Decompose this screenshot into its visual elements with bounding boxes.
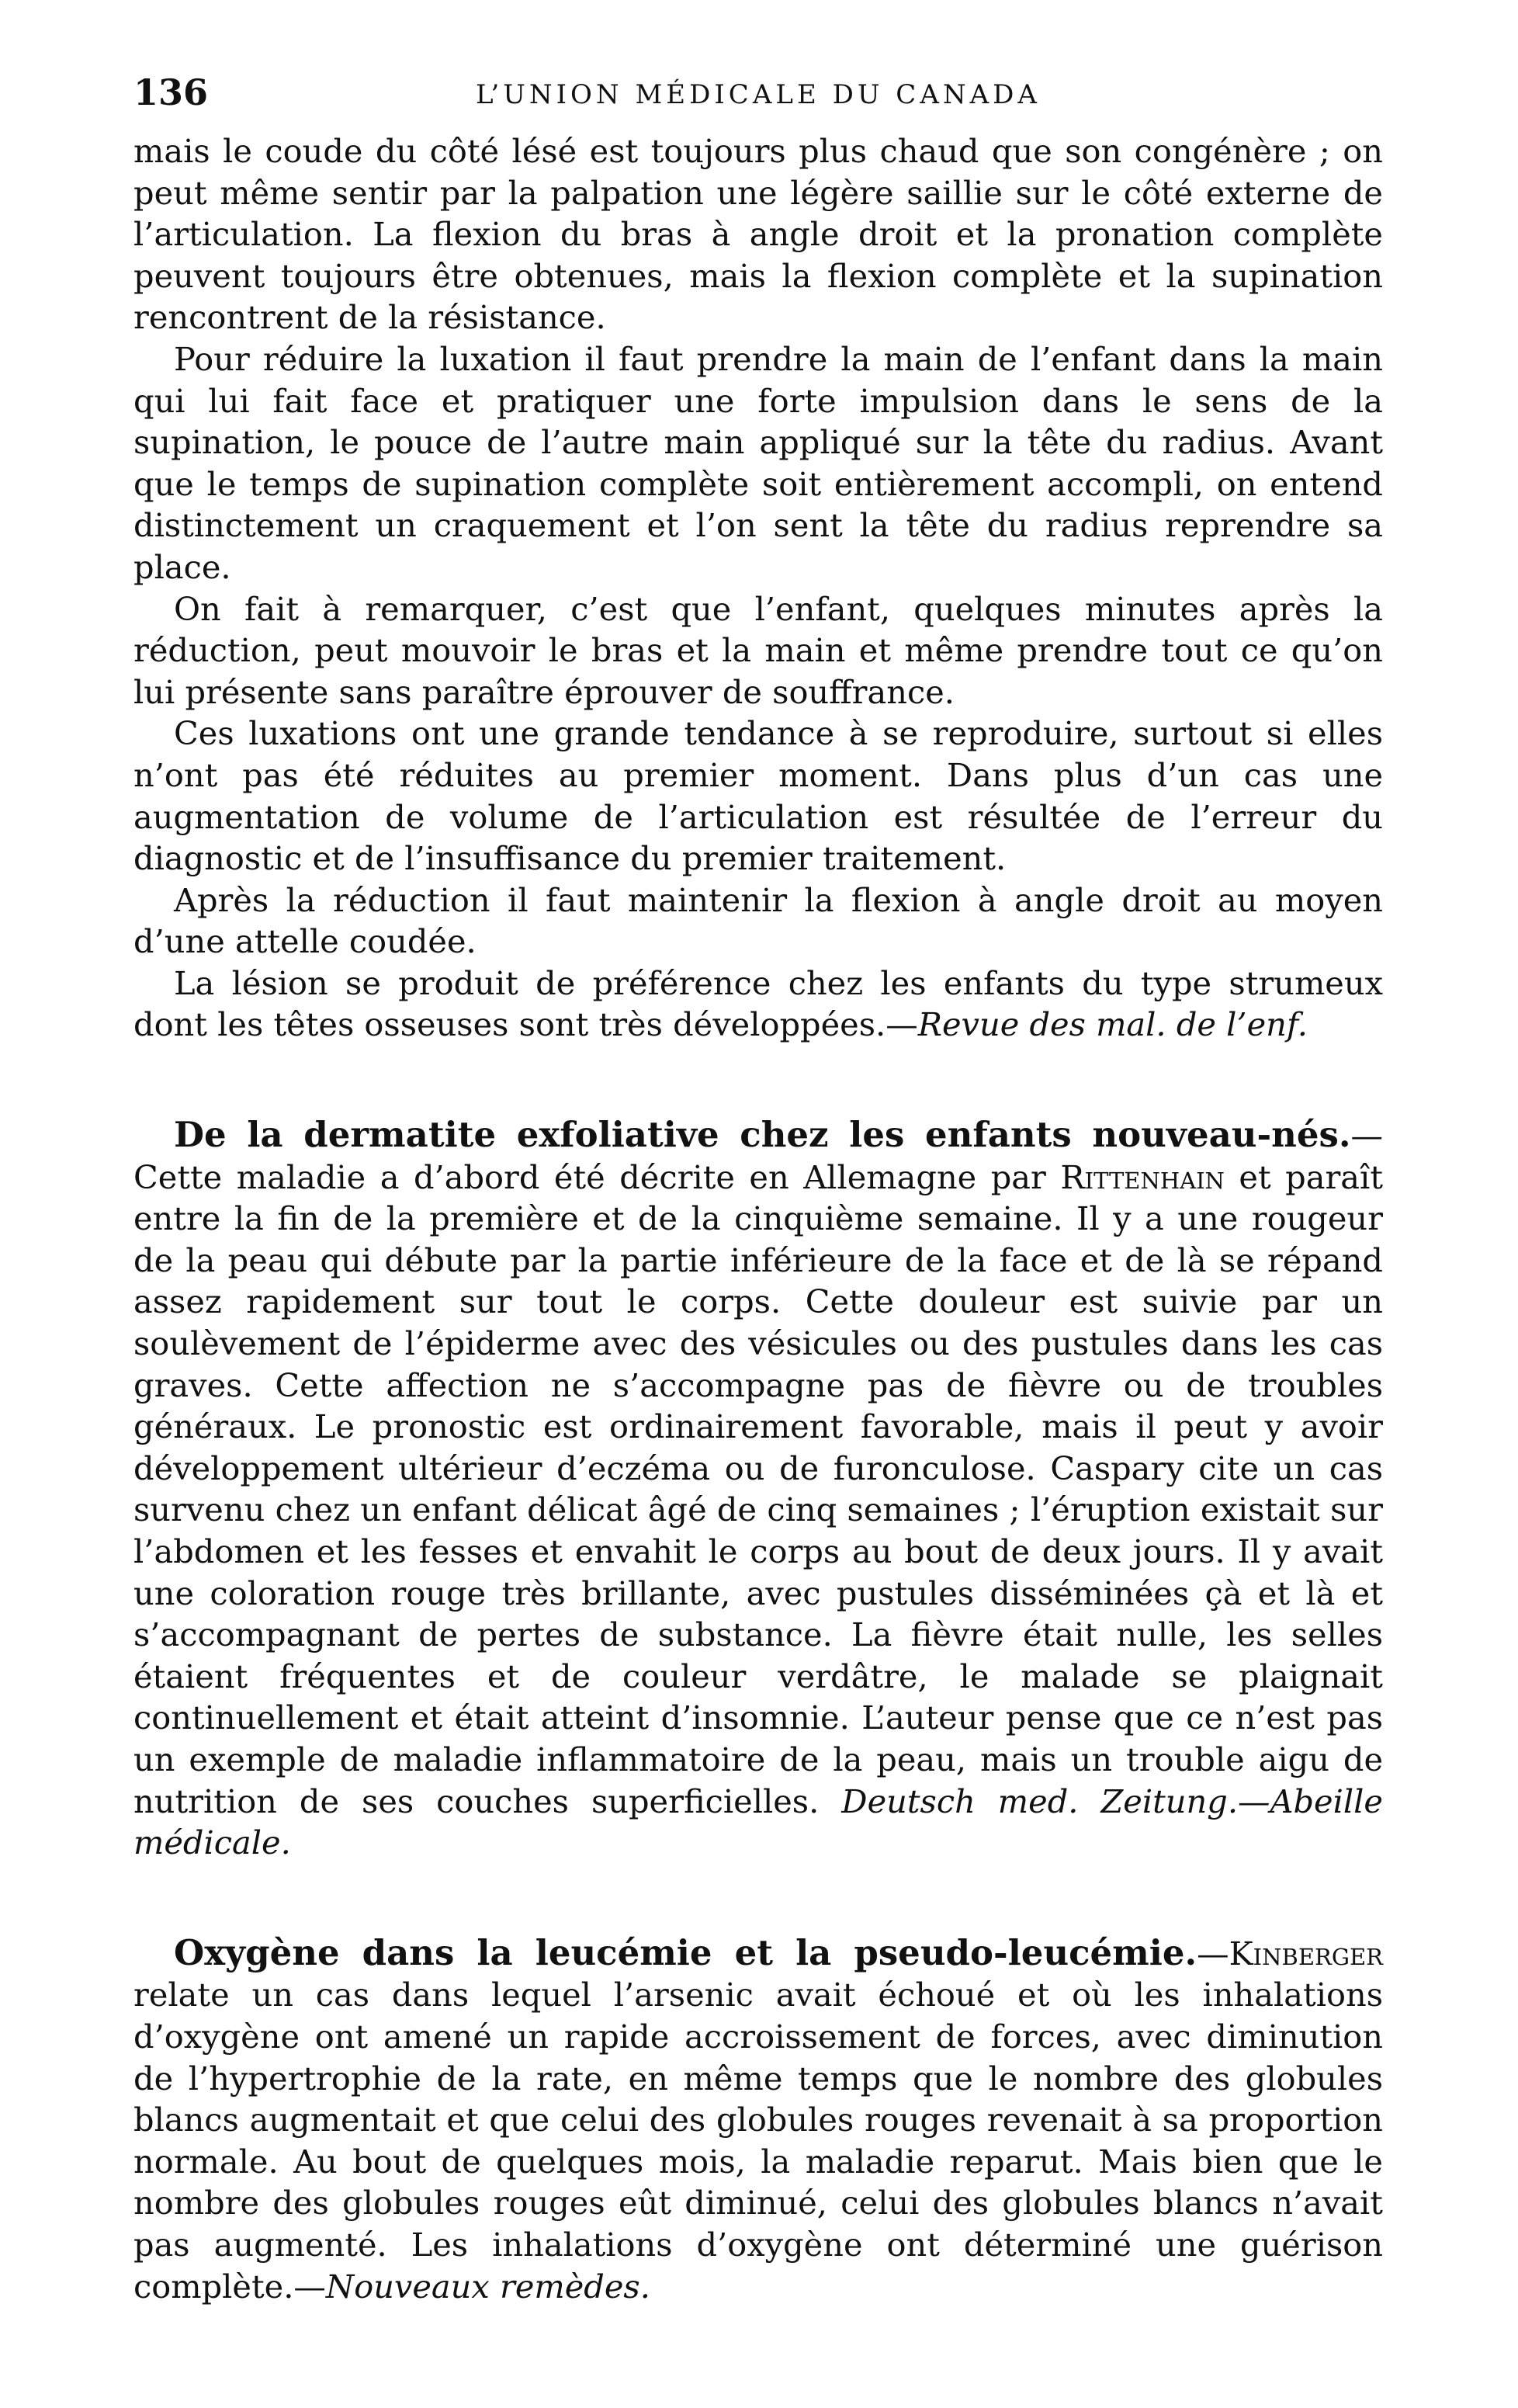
article-text: et paraît entre la fin de la première et de la cinquième semaine. Il y a une rougeur de la peau qui débute par la partie inférieure de la face et de là se répand assez rapidement sur tout le corps. Cette douleur est suivie par un soulèvement de l’épiderme avec des vésicules ou des pustules dans les cas graves. Cette affection ne s’accompagne pas de fièvre ou de troubles généraux. Le pronostic est ordinairement favorable, mais il peut y avoir développement ultérieur d’eczéma ou de furonculose. Caspary cite un cas survenu chez un enfant délicat âgé de cinq semaines ; l’éruption existait sur l’abdomen et les fesses et envahit le corps au bout de deux jours. Il y avait une coloration rouge très brillante, avec pustules disséminées çà et là et s’accompagnant de pertes de substance. La fièvre était nulle, les selles étaient fréquentes et de couleur verdâtre, le malade se plaignait continuellement et était atteint d’insomnie. L’auteur pense que ce n’est pas un exemple de maladie inflammatoire de la peau, mais un trouble aigu de nutrition de ses couches superficielles. <box>133 1157 1383 1820</box>
article-text: —Cette maladie a d’abord été décrite en Allemagne par <box>133 1116 1383 1196</box>
article-oxygene <box>133 1932 1383 2307</box>
article-dermatite <box>133 1114 1383 1864</box>
article-paragraph <box>133 1114 1383 1864</box>
author-name: Rittenhain <box>1060 1157 1225 1196</box>
paragraph-text: La lésion se produit de préférence chez les enfants du type strumeux dont les têtes osseuses sont très développées.— <box>133 963 1383 1044</box>
paragraph: Pour réduire la luxation il faut prendre la main de l’enfant dans la main qui lui fait face et pratiquer une forte impulsion dans le sens de la supination, le pouce de l’autre main appliqué sur la tête du radius. Avant que le temps de supination complète soit entièrement accompli, on entend distinctement un craquement et l’on sent la tête du radius reprendre sa place. <box>133 339 1383 586</box>
journal-page <box>133 61 1383 2307</box>
source-citation: Revue des mal. de l’enf. <box>917 1005 1308 1044</box>
running-head <box>133 61 1383 130</box>
article-paragraph <box>133 1932 1383 2307</box>
page-number: 136 <box>133 71 209 113</box>
source-citation: Deutsch med. Zeitung.—Abeille médicale. <box>133 1782 1383 1862</box>
paragraph: mais le coude du côté lésé est toujours plus chaud que son congénère ; on peut même sentir par la palpation une légère saillie sur le côté externe de l’articulation. La flexion du bras à angle droit et la pronation complète peuvent toujours être obtenues, mais la flexion complète et la supination rencontrent de la résistance. <box>133 132 1383 337</box>
article-text: relate un cas dans lequel l’arsenic avait échoué et où les inhalations d’oxygène ont amené un rapide accroissement de forces, avec diminution de l’hypertrophie de la rate, en même temps que le nombre des globules blancs augmentait et que celui des globules rouges revenait à sa proportion normale. Au bout de quelques mois, la maladie reparut. Mais bien que le nombre des globules rouges eût diminué, celui des globules blancs n’avait pas augmenté. Les inhalations d’oxygène ont déterminé une guérison complète.— <box>133 1976 1383 2306</box>
article-title: De la dermatite exfoliative chez les enfants nouveau-nés. <box>174 1114 1351 1156</box>
continuation-section <box>133 130 1383 1046</box>
author-name: Kinberger <box>1229 1934 1383 1973</box>
paragraph: Après la réduction il faut maintenir la flexion à angle droit au moyen d’une attelle coudée. <box>133 880 1383 961</box>
source-citation: Nouveaux remèdes. <box>325 2267 650 2306</box>
dash: — <box>1197 1934 1229 1973</box>
journal-title: L’UNION MÉDICALE DU CANADA <box>475 79 1041 110</box>
paragraph: Ces luxations ont une grande tendance à se reproduire, surtout si elles n’ont pas été réduites au premier moment. Dans plus d’un cas une augmentation de volume de l’articulation est résultée de l’erreur du diagnostic et de l’insuffisance du premier traitement. <box>133 714 1383 878</box>
article-title: Oxygène dans la leucémie et la pseudo-leucémie. <box>174 1931 1197 1973</box>
paragraph <box>133 963 1383 1046</box>
paragraph: On fait à remarquer, c’est que l’enfant, quelques minutes après la réduction, peut mouvoir le bras et la main et même prendre tout ce qu’on lui présente sans paraître éprouver de souffrance. <box>133 589 1383 711</box>
